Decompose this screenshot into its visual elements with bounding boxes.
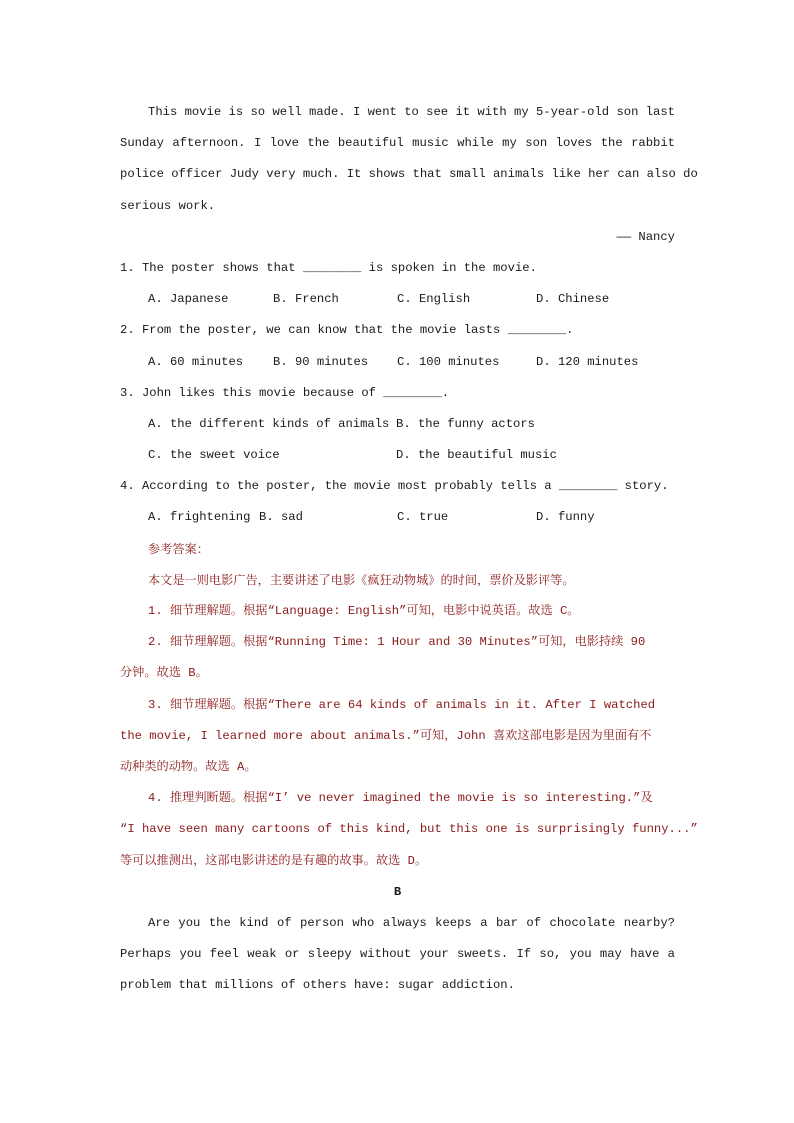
option-c: C. 100 minutes [397, 354, 500, 369]
question-4-options [120, 502, 675, 533]
option-d: D. the beautiful music [396, 448, 557, 463]
question-4-stem: 4. According to the poster, the movie most probably tells a ________ story. [120, 479, 669, 494]
option-d: D. 120 minutes [536, 354, 639, 369]
answers-heading: 参考答案： [148, 541, 209, 556]
option-a: A. 60 minutes [148, 354, 244, 369]
option-a: A. frightening [148, 510, 251, 525]
option-c: C. English [397, 292, 471, 307]
answer-1: 1. 细节理解题。根据“Language: English”可知，电影中说英语。故选 C。 [148, 604, 580, 618]
section-b-heading: B [393, 884, 402, 899]
answer-2-line-1: 2. 细节理解题。根据“Running Time: 1 Hour and 30 Minutes”可知，电影持续 90 [148, 635, 646, 650]
question-3-options-row-2 [120, 440, 675, 471]
option-c: C. the sweet voice [148, 448, 280, 463]
answer-4-line-2: “I have seen many cartoons of this kind, but this one is surprisingly funny...” [120, 822, 698, 837]
answers-summary: 本文是一则电影广告，主要讲述了电影《疯狂动物城》的时间，票价及影评等。 [148, 572, 575, 587]
option-a: A. Japanese [148, 292, 229, 307]
passage-a-line-2: Sunday afternoon. I love the beautiful music while my son loves the rabbit [120, 136, 675, 151]
option-b: B. French [273, 292, 339, 307]
option-d: D. funny [536, 510, 595, 525]
passage-a-line-1: This movie is so well made. I went to see it with my 5-year-old son last [148, 105, 675, 119]
question-1-options [120, 284, 675, 315]
option-d: D. Chinese [536, 292, 610, 307]
passage-a-line-4: serious work. [120, 198, 216, 213]
section-b-line-2: Perhaps you feel weak or sleepy without your sweets. If so, you may have a [120, 947, 675, 962]
option-b: B. sad [259, 510, 303, 525]
document-page [120, 97, 698, 1001]
answer-4-line-3: 等可以推测出，这部电影讲述的是有趣的故事。故选 D。 [120, 853, 428, 868]
section-b-line-1: Are you the kind of person who always keeps a bar of chocolate nearby? [148, 915, 675, 930]
question-3-stem: 3. John likes this movie because of ________. [120, 385, 450, 400]
option-b: B. 90 minutes [273, 354, 369, 369]
question-3-options-row-1 [120, 409, 675, 440]
section-b-line-3: problem that millions of others have: sugar addiction. [120, 978, 515, 993]
answer-2-line-2: 分钟。故选 B。 [120, 666, 208, 681]
answer-4-line-1: 4. 推理判断题。根据“I’ ve never imagined the movie is so interesting.”及 [148, 791, 653, 806]
answer-3-line-3: 动种类的动物。故选 A。 [120, 759, 257, 774]
option-c: C. true [397, 510, 449, 525]
answer-3-line-1: 3. 细节理解题。根据“There are 64 kinds of animals in it. After I watched [148, 697, 656, 712]
passage-a-line-3: police officer Judy very much. It shows that small animals like her can also do [120, 167, 698, 182]
passage-a-author: —— Nancy [616, 229, 675, 244]
option-a: A. the different kinds of animals [148, 416, 390, 431]
answer-3-line-2: the movie, I learned more about animals.”可知，John 喜欢这部电影是因为里面有不 [120, 728, 652, 743]
question-1-stem: 1. The poster shows that ________ is spoken in the movie. [120, 260, 537, 275]
question-2-options [120, 347, 675, 378]
option-b: B. the funny actors [396, 416, 535, 431]
question-2-stem: 2. From the poster, we can know that the movie lasts ________. [120, 323, 574, 338]
